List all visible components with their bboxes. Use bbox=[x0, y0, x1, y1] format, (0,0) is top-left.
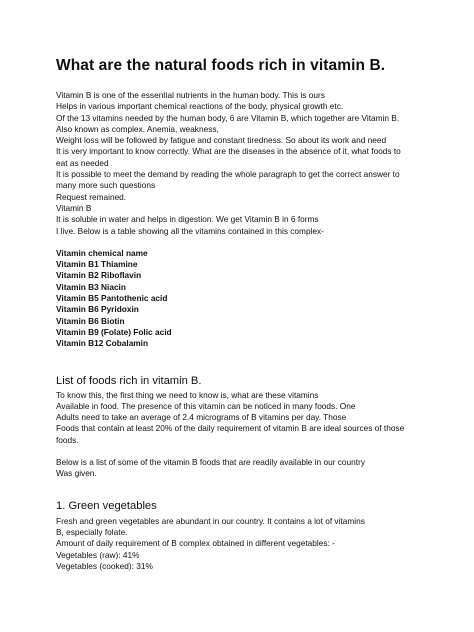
vitamin-list-item: Vitamin B6 Biotin bbox=[56, 315, 125, 326]
intro-line: Vitamin B is one of the essential nutrients in the human body. This is ours bbox=[56, 90, 325, 100]
vitamin-list-item: Vitamin B9 (Folate) Folic acid bbox=[56, 326, 172, 337]
intro-line: Helps in various important chemical reactions of the body, physical growth etc. bbox=[56, 101, 344, 112]
foods-line: Below is a list of some of the vitamin B foods that are readily available in our country bbox=[56, 457, 365, 468]
green-line: Amount of daily requirement of B complex obtained in different vegetables: - bbox=[56, 538, 335, 549]
vitamin-list-item: Vitamin chemical name bbox=[56, 247, 148, 258]
vitamin-list-item: Vitamin B2 Riboflavin bbox=[56, 270, 142, 281]
spacer bbox=[56, 446, 434, 457]
foods-line: foods. bbox=[56, 434, 79, 445]
intro-line: I live. Below is a table showing all the vitamins contained in this complex- bbox=[56, 225, 324, 236]
intro-paragraph bbox=[56, 90, 434, 237]
green-line: Vegetables (cooked): 31% bbox=[56, 560, 153, 571]
spacer bbox=[56, 237, 434, 248]
foods-line: Adults need to take an average of 2.4 micrograms of B vitamins per day. Those bbox=[56, 412, 347, 423]
foods-paragraph-2 bbox=[56, 457, 434, 480]
green-line: Fresh and green vegetables are abundant in our country. It contains a lot of vitamins bbox=[56, 515, 365, 526]
vitamin-list bbox=[56, 248, 434, 350]
intro-line: It is possible to meet the demand by reading the whole paragraph to get the correct answer to bbox=[56, 169, 400, 180]
vitamin-list-item: Vitamin B1 Thiamine bbox=[56, 259, 138, 270]
intro-line: It is very important to know correctly. What are the diseases in the absence of it, what foods to bbox=[56, 146, 401, 157]
green-vegetables-paragraph bbox=[56, 516, 434, 572]
intro-line: It is soluble in water and helps in digestion. We get Vitamin B in 6 forms bbox=[56, 214, 319, 225]
spacer bbox=[56, 350, 434, 374]
green-line: B, especially folate. bbox=[56, 526, 128, 537]
vitamin-list-item: Vitamin B5 Pantothenic acid bbox=[56, 293, 168, 304]
vitamin-list-item: Vitamin B12 Cobalamin bbox=[56, 338, 149, 349]
intro-line: Also known as complex. Anemia, weakness, bbox=[56, 123, 219, 134]
foods-line: To know this, the first thing we need to know is, what are these vitamins bbox=[56, 389, 319, 400]
intro-line: Weight loss will be followed by fatigue and constant tiredness. So about its work and need bbox=[56, 135, 387, 146]
intro-line: Vitamin B bbox=[56, 202, 92, 213]
spacer bbox=[56, 480, 434, 499]
foods-line: Foods that contain at least 20% of the daily requirement of vitamin B are ideal sources of those bbox=[56, 423, 405, 434]
intro-line: Of the 13 vitamins needed by the human body, 6 are Vitamin B, which together are Vitamin B. bbox=[56, 112, 400, 123]
foods-section-heading: List of foods rich in vitamin B. bbox=[56, 374, 202, 387]
foods-paragraph bbox=[56, 390, 434, 446]
foods-line: Available in food. The presence of this vitamin can be noticed in many foods. One bbox=[56, 400, 356, 411]
green-vegetables-heading: 1. Green vegetables bbox=[56, 499, 157, 512]
intro-line: eat as needed bbox=[56, 157, 109, 168]
intro-line: many more such questions bbox=[56, 180, 156, 191]
intro-line: Request remained. bbox=[56, 191, 127, 202]
document-title: What are the natural foods rich in vitamin B. bbox=[56, 57, 386, 74]
foods-line: Was given. bbox=[56, 468, 97, 479]
vitamin-list-item: Vitamin B3 Niacin bbox=[56, 281, 126, 292]
vitamin-list-item: Vitamin B6 Pyridoxin bbox=[56, 304, 139, 315]
green-line: Vegetables (raw): 41% bbox=[56, 549, 140, 560]
